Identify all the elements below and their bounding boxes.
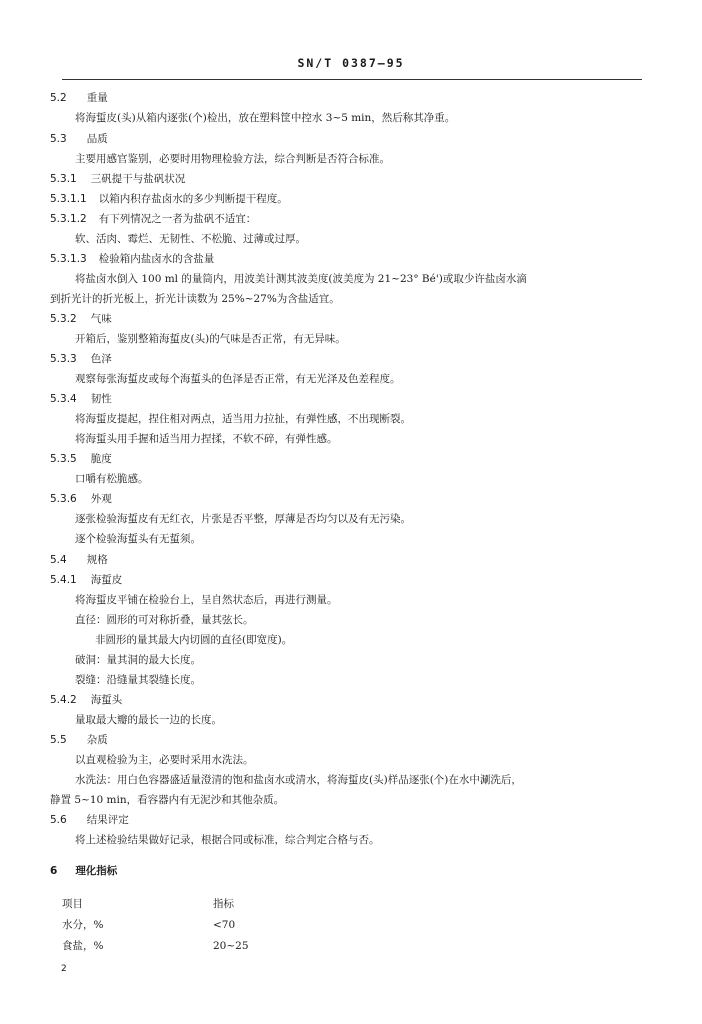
section-heading: 5.3 品质 bbox=[50, 133, 108, 145]
section-heading: 5.3.1 三矾提干与盐矾状况 bbox=[50, 173, 186, 185]
table-cell-value: 20~25 bbox=[213, 940, 249, 952]
chapter-heading: 6 理化指标 bbox=[50, 865, 118, 877]
table-cell-value: <70 bbox=[213, 919, 236, 931]
paragraph-line: 软、活肉、霉烂、无韧性、不松脆、过薄或过厚。 bbox=[75, 233, 306, 245]
section-heading: 5.5 杂质 bbox=[50, 734, 108, 746]
header-rule bbox=[62, 79, 642, 80]
section-heading: 5.3.3 色泽 bbox=[50, 353, 112, 365]
section-heading: 5.4.1 海蜇皮 bbox=[50, 574, 123, 586]
paragraph-line: 将海蜇皮提起，捏住相对两点，适当用力拉扯，有弹性感，不出现断裂。 bbox=[75, 413, 411, 425]
paragraph-line: 量取最大瓣的最长一边的长度。 bbox=[75, 714, 222, 726]
paragraph-line: 水洗法：用白色容器盛适量澄清的饱和盐卤水或清水，将海蜇皮(头)样品逐张(个)在水中涮洗后， bbox=[75, 774, 522, 786]
table-cell-item: 水分，% bbox=[62, 919, 104, 931]
paragraph-line: 将海蜇皮平铺在检验台上，呈自然状态后，再进行测量。 bbox=[75, 594, 338, 606]
table-header-indicator: 指标 bbox=[213, 898, 234, 910]
paragraph-line: 静置 5~10 min，看容器内有无泥沙和其他杂质。 bbox=[50, 794, 285, 806]
section-heading: 5.3.2 气味 bbox=[50, 313, 112, 325]
section-heading: 5.3.1.3 检验箱内盐卤水的含盐量 bbox=[50, 253, 215, 265]
section-heading: 5.6 结果评定 bbox=[50, 814, 129, 826]
table-header-item: 项目 bbox=[62, 898, 83, 910]
paragraph-line: 主要用感官鉴别，必要时用物理检验方法，综合判断是否符合标准。 bbox=[75, 153, 390, 165]
paragraph-line: 开箱后，鉴别整箱海蜇皮(头)的气味是否正常，有无异味。 bbox=[75, 333, 346, 345]
table-cell-item: 食盐，% bbox=[62, 940, 104, 952]
paragraph-line: 将海蜇皮(头)从箱内逐张(个)检出，放在塑料筐中控水 3~5 min，然后称其净重。 bbox=[75, 112, 456, 124]
paragraph-line: 破洞：量其洞的最大长度。 bbox=[75, 654, 201, 666]
paragraph-line: 非圆形的量其最大内切圆的直径(即宽度)。 bbox=[95, 634, 293, 646]
section-heading: 5.3.1.1 以箱内积存盐卤水的多少判断提干程度。 bbox=[50, 193, 288, 205]
standard-number-header: SN/T 0387—95 bbox=[297, 56, 405, 70]
page-number: 2 bbox=[61, 964, 67, 974]
section-heading: 5.3.5 脆度 bbox=[50, 453, 112, 465]
paragraph-line: 以直观检验为主，必要时采用水洗法。 bbox=[75, 754, 254, 766]
paragraph-line: 直径：圆形的可对称折叠，量其弦长。 bbox=[75, 614, 254, 626]
section-heading: 5.4.2 海蜇头 bbox=[50, 694, 123, 706]
section-heading: 5.2 重量 bbox=[50, 92, 108, 104]
paragraph-line: 观察每张海蜇皮或每个海蜇头的色泽是否正常，有无光泽及色差程度。 bbox=[75, 373, 401, 385]
section-heading: 5.3.1.2 有下列情况之一者为盐矾不适宜： bbox=[50, 213, 257, 225]
section-heading: 5.3.4 韧性 bbox=[50, 393, 112, 405]
section-heading: 5.4 规格 bbox=[50, 554, 108, 566]
paragraph-line: 逐张检验海蜇皮有无红衣，片张是否平整，厚薄是否均匀以及有无污染。 bbox=[75, 513, 411, 525]
paragraph-line: 到折光计的折光板上，折光计读数为 25%~27%为含盐适宜。 bbox=[50, 293, 340, 305]
section-heading: 5.3.6 外观 bbox=[50, 493, 112, 505]
paragraph-line: 将盐卤水倒入 100 ml 的量筒内，用波美计测其波美度(波美度为 21~23° Bé')或取少许盐卤水滴 bbox=[75, 273, 527, 285]
paragraph-line: 将海蜇头用手握和适当用力捏揉，不软不碎，有弹性感。 bbox=[75, 433, 338, 445]
paragraph-line: 裂缝：沿缝量其裂缝长度。 bbox=[75, 674, 201, 686]
paragraph-line: 逐个检验海蜇头有无蜇须。 bbox=[75, 533, 201, 545]
paragraph-line: 口嚼有松脆感。 bbox=[75, 473, 149, 485]
paragraph-line: 将上述检验结果做好记录，根据合同或标准，综合判定合格与否。 bbox=[75, 834, 380, 846]
